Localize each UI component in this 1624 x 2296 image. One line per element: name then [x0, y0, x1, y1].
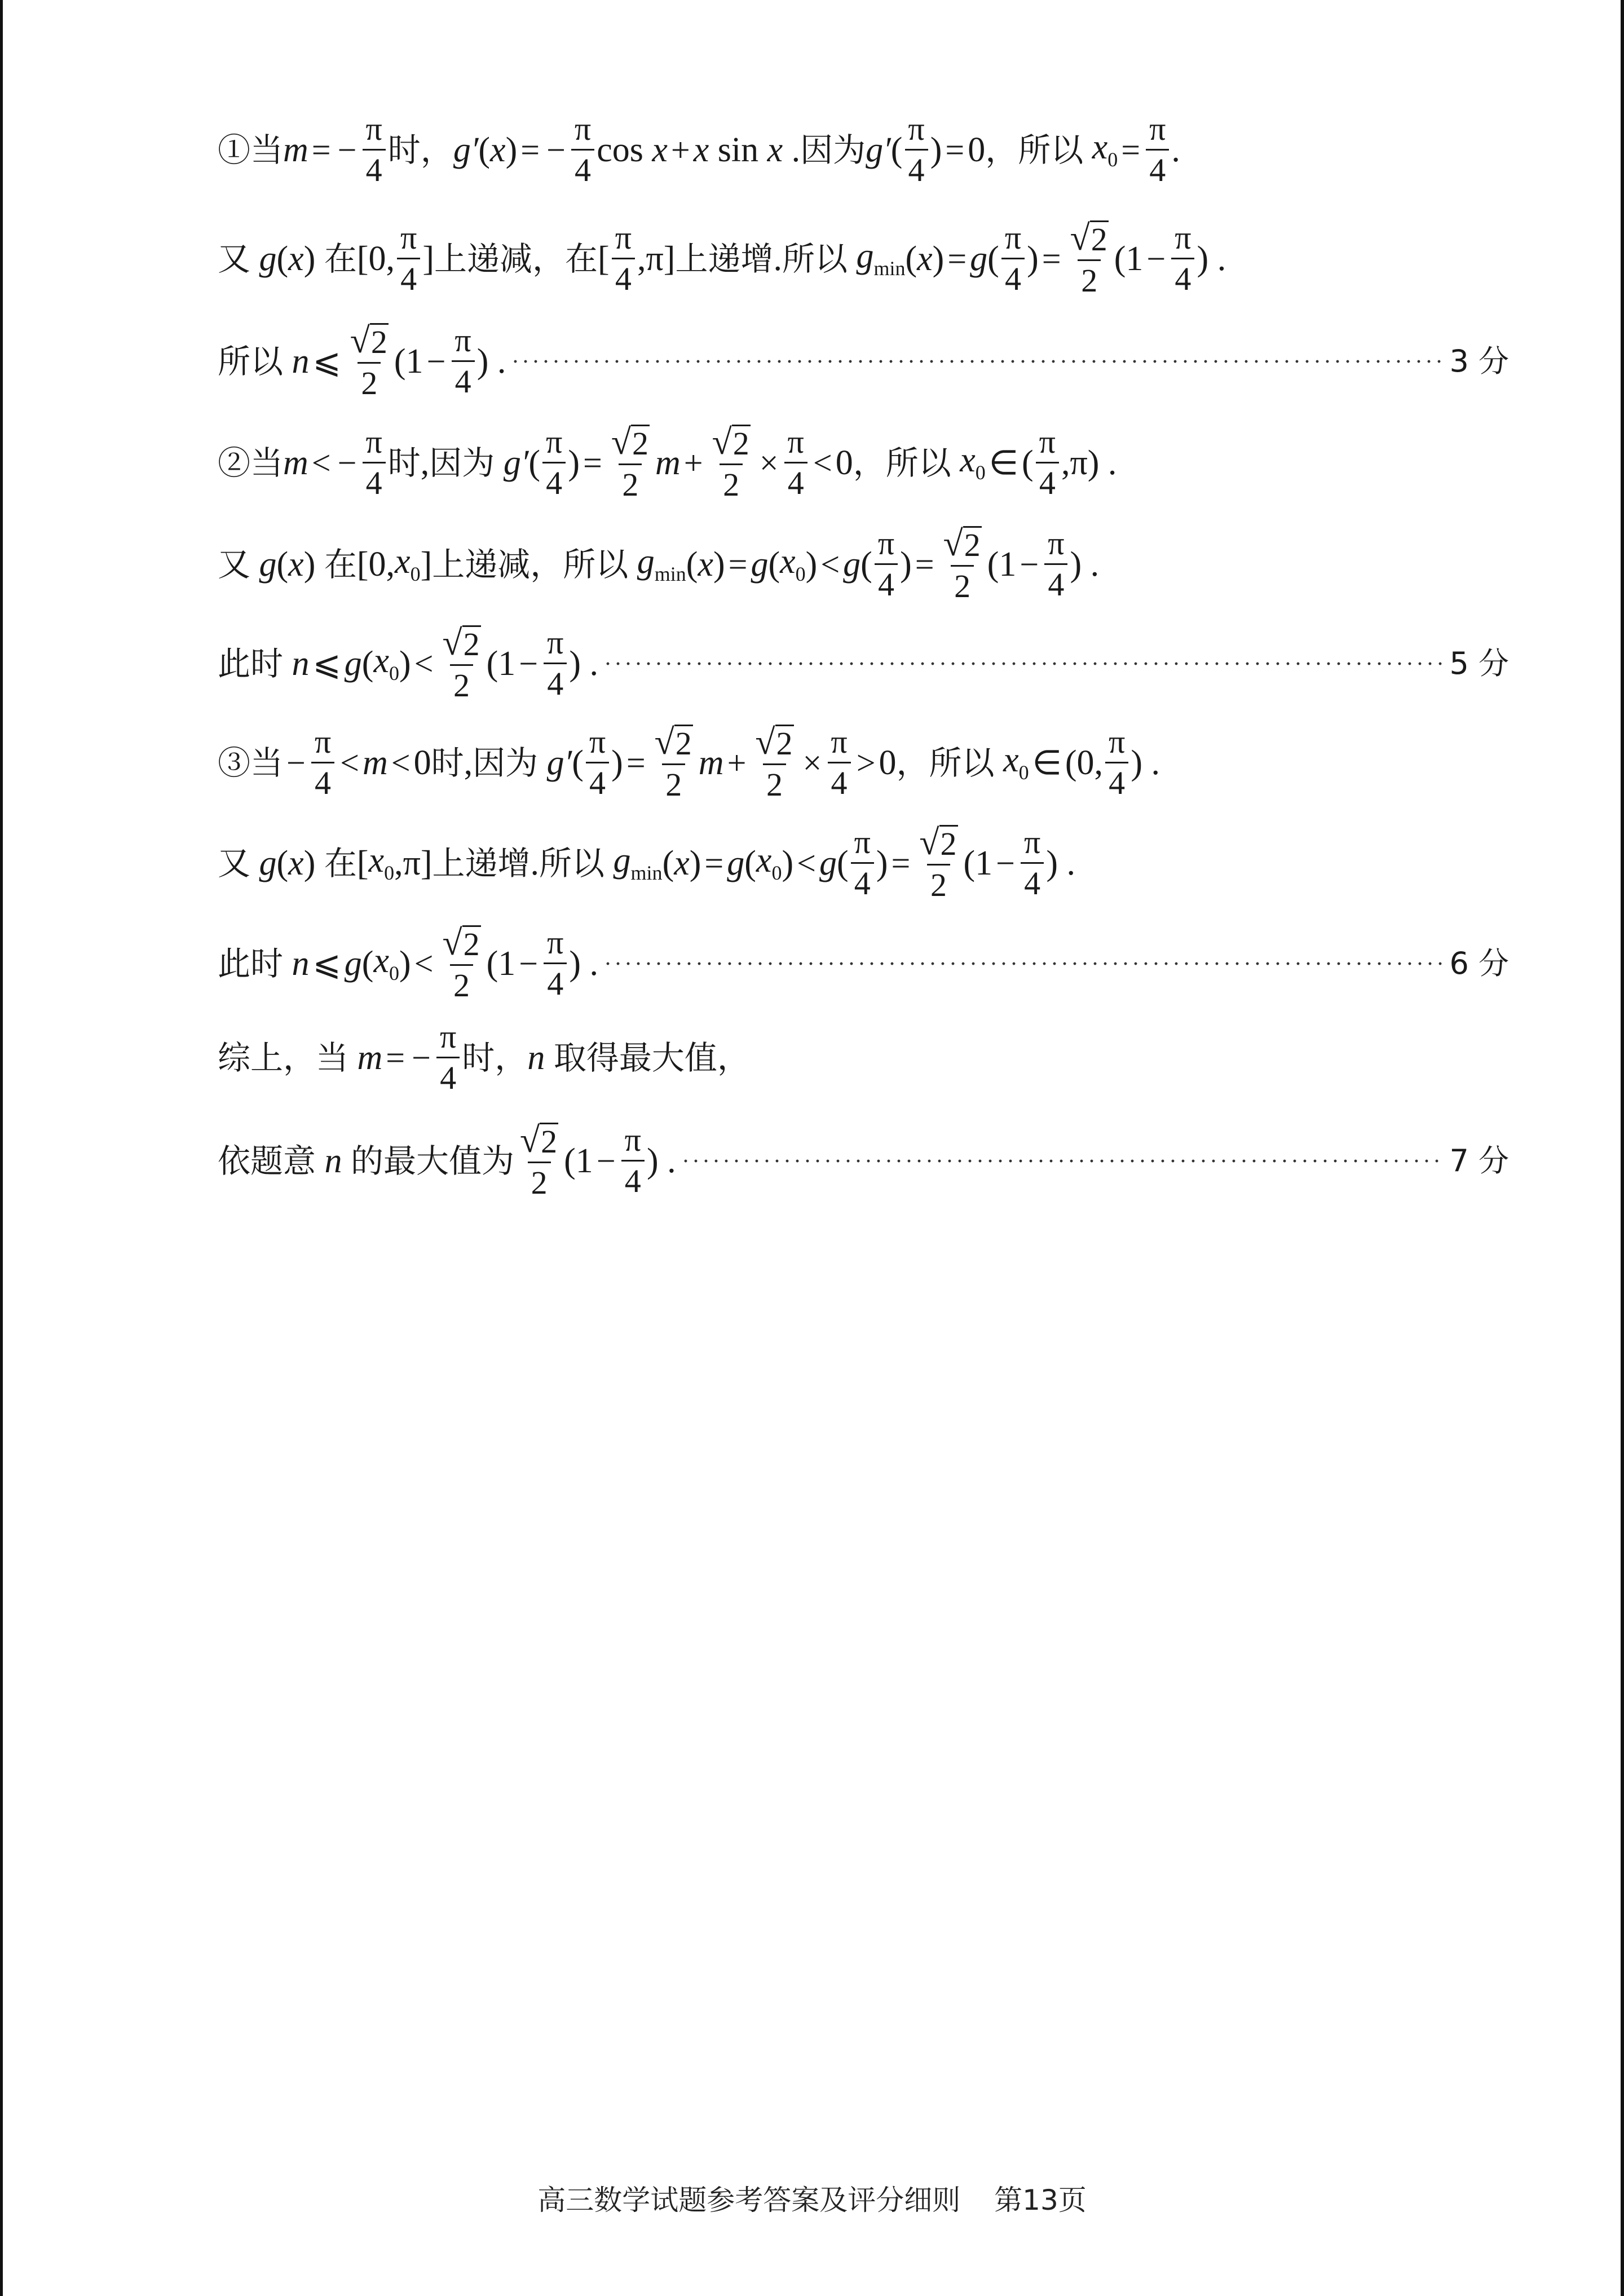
page-footer — [0, 2178, 1624, 2218]
score-3: 3 分 — [1449, 343, 1509, 379]
dot-leader — [603, 661, 1445, 666]
case1-conclusion: 所以 n ⩽ √ 2 2 (1 − $\frac{\pi}{4}$ ) . 3 分 — [218, 320, 1509, 401]
case3-label: ③当 — [218, 743, 284, 782]
case3-line1: ③当 − $\frac{\pi}{4}$ < m < 0 时 , 因为 g′ ( $\frac{\pi}{4}$ ) = √ 2 2 m + √ 2 2 × $\frac{\pi}{4}$ > 0 ， 所以 $x_0$ ∈ (0, $\frac{\pi}{4}$ ) . — [218, 722, 1160, 803]
summary-line: 综上，当 m = − $\frac{\pi}{4}$ 时 ， n 取得最大值， — [218, 1018, 750, 1096]
case3-conclusion: 此时 n ⩽ g ( $x_0$ ) < √ 2 2 (1 − $\frac{\pi}{4}$ ) . 6 分 — [218, 922, 1509, 1004]
case2-conclusion: 此时 n ⩽ g ( $x_0$ ) < √ 2 2 (1 − $\frac{\pi}{4}$ ) . 5 分 — [218, 622, 1509, 704]
final-answer: 依题意 n 的最大值为 √ 2 2 (1 − $\frac{\pi}{4}$ ) . 7 分 — [218, 1120, 1509, 1201]
case1-label: ①当 — [218, 130, 284, 169]
case1-line2: 又 g ( x ) 在 [0, $\frac{\pi}{4}$ ] 上递减 ， 在 [ $\frac{\pi}{4}$ ,π] 上递增 . 所以 $g_{min}$ ( x ) = g ( $\frac{\pi}{4}$ ) = √ 2 2 (1 − $\frac{\pi}{4}$ ) . — [218, 218, 1226, 299]
case2-line2: 又 g ( x ) 在 [0, $x_0$ ] 上递减 ， 所以 $g_{min}$ ( x ) = g ( $x_0$ ) < g ( $\frac{\pi}{4}$ ) = √ 2 2 (1 − $\frac{\pi}{4}$ ) . — [218, 523, 1100, 604]
score-6: 6 分 — [1449, 945, 1509, 981]
footer-title: 高三数学试题参考答案及评分细则 — [537, 2184, 961, 2216]
dot-leader — [603, 961, 1445, 966]
score-5: 5 分 — [1449, 645, 1509, 681]
case3-line2: 又 g ( x ) 在 [ $x_0$ ,π] 上递增 . 所以 $g_{min}$ ( x ) = g ( $x_0$ ) < g ( $\frac{\pi}{4}$ ) = √ 2 2 (1 − $\frac{\pi}{4}$ ) . — [218, 822, 1075, 903]
case2-line1: ②当 m < − $\frac{\pi}{4}$ 时 , 因为 g′ ( $\frac{\pi}{4}$ ) = √ 2 2 m + √ 2 2 × $\frac{\pi}{4}$ < 0 ， 所以 $x_0$ ∈ ( $\frac{\pi}{4}$ ,π) . — [218, 422, 1117, 503]
score-7: 7 分 — [1449, 1142, 1509, 1178]
case1-line1: ①当 m = − $\frac{\pi}{4}$ 时 ， g′ ( x ) = − $\frac{\pi}{4}$ cos x + x sin x . 因为 g′ ( $\frac{\pi}{4}$ ) = 0 ， 所以 $x_0$ = $\frac{\pi}{4}$ . — [218, 111, 1180, 188]
dot-leader — [681, 1159, 1445, 1163]
case2-label: ②当 — [218, 443, 284, 482]
footer-page-number: 第13页 — [994, 2184, 1087, 2216]
dot-leader — [510, 359, 1445, 364]
